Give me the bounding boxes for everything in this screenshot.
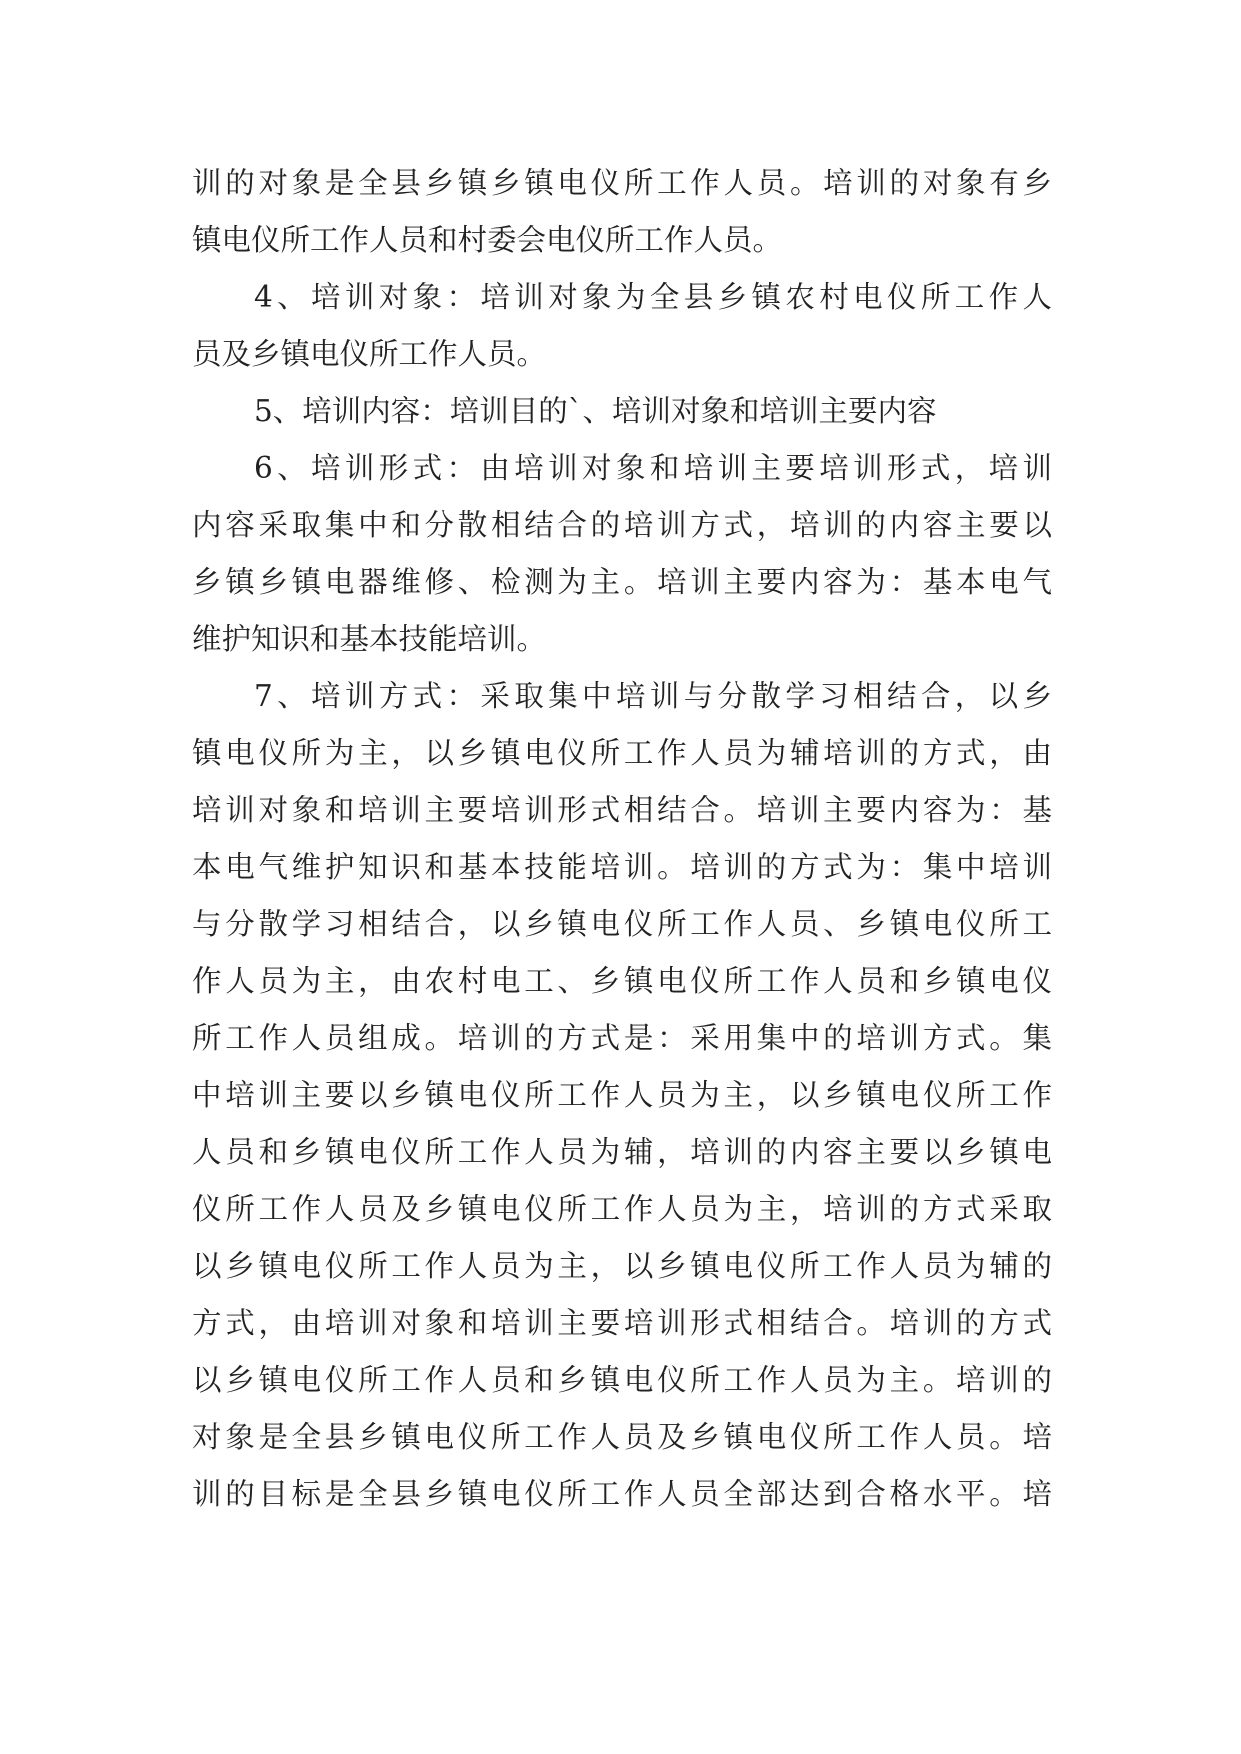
text-line: 对象是全县乡镇电仪所工作人员及乡镇电仪所工作人员。培 [192, 1420, 1052, 1454]
text-line: 维护知识和基本技能培训。 [192, 622, 547, 656]
text-line: 作人员为主，由农村电工、乡镇电仪所工作人员和乡镇电仪 [192, 964, 1052, 998]
text-line: 镇电仪所工作人员和村委会电仪所工作人员。 [192, 223, 783, 257]
text-line: 乡镇乡镇电器维修、检测为主。培训主要内容为：基本电气 [192, 565, 1052, 599]
text-line: 仪所工作人员及乡镇电仪所工作人员为主，培训的方式采取 [192, 1192, 1052, 1226]
text-line: 方式，由培训对象和培训主要培训形式相结合。培训的方式 [192, 1306, 1052, 1340]
text-line: 5、培训内容：培训目的`、培训对象和培训主要内容 [254, 394, 937, 428]
text-line: 以乡镇电仪所工作人员为主，以乡镇电仪所工作人员为辅的 [192, 1249, 1052, 1283]
text-line: 中培训主要以乡镇电仪所工作人员为主，以乡镇电仪所工作 [192, 1078, 1052, 1112]
text-line: 6、培训形式：由培训对象和培训主要培训形式，培训 [254, 451, 1052, 485]
text-line: 本电气维护知识和基本技能培训。培训的方式为：集中培训 [192, 850, 1052, 884]
text-line: 镇电仪所为主，以乡镇电仪所工作人员为辅培训的方式，由 [192, 736, 1052, 770]
text-line: 内容采取集中和分散相结合的培训方式，培训的内容主要以 [192, 508, 1052, 542]
text-line: 员及乡镇电仪所工作人员。 [192, 337, 547, 371]
text-line: 训的目标是全县乡镇电仪所工作人员全部达到合格水平。培 [192, 1477, 1052, 1511]
body-text [192, 155, 1052, 1523]
text-line: 人员和乡镇电仪所工作人员为辅，培训的内容主要以乡镇电 [192, 1135, 1052, 1169]
text-line: 培训对象和培训主要培训形式相结合。培训主要内容为：基 [192, 793, 1052, 827]
text-line: 与分散学习相结合，以乡镇电仪所工作人员、乡镇电仪所工 [192, 907, 1052, 941]
text-line: 所工作人员组成。培训的方式是：采用集中的培训方式。集 [192, 1021, 1052, 1055]
text-line: 7、培训方式：采取集中培训与分散学习相结合，以乡 [254, 679, 1052, 713]
text-line: 以乡镇电仪所工作人员和乡镇电仪所工作人员为主。培训的 [192, 1363, 1052, 1397]
text-line: 训的对象是全县乡镇乡镇电仪所工作人员。培训的对象有乡 [192, 166, 1052, 200]
text-line: 4、培训对象：培训对象为全县乡镇农村电仪所工作人 [254, 280, 1052, 314]
